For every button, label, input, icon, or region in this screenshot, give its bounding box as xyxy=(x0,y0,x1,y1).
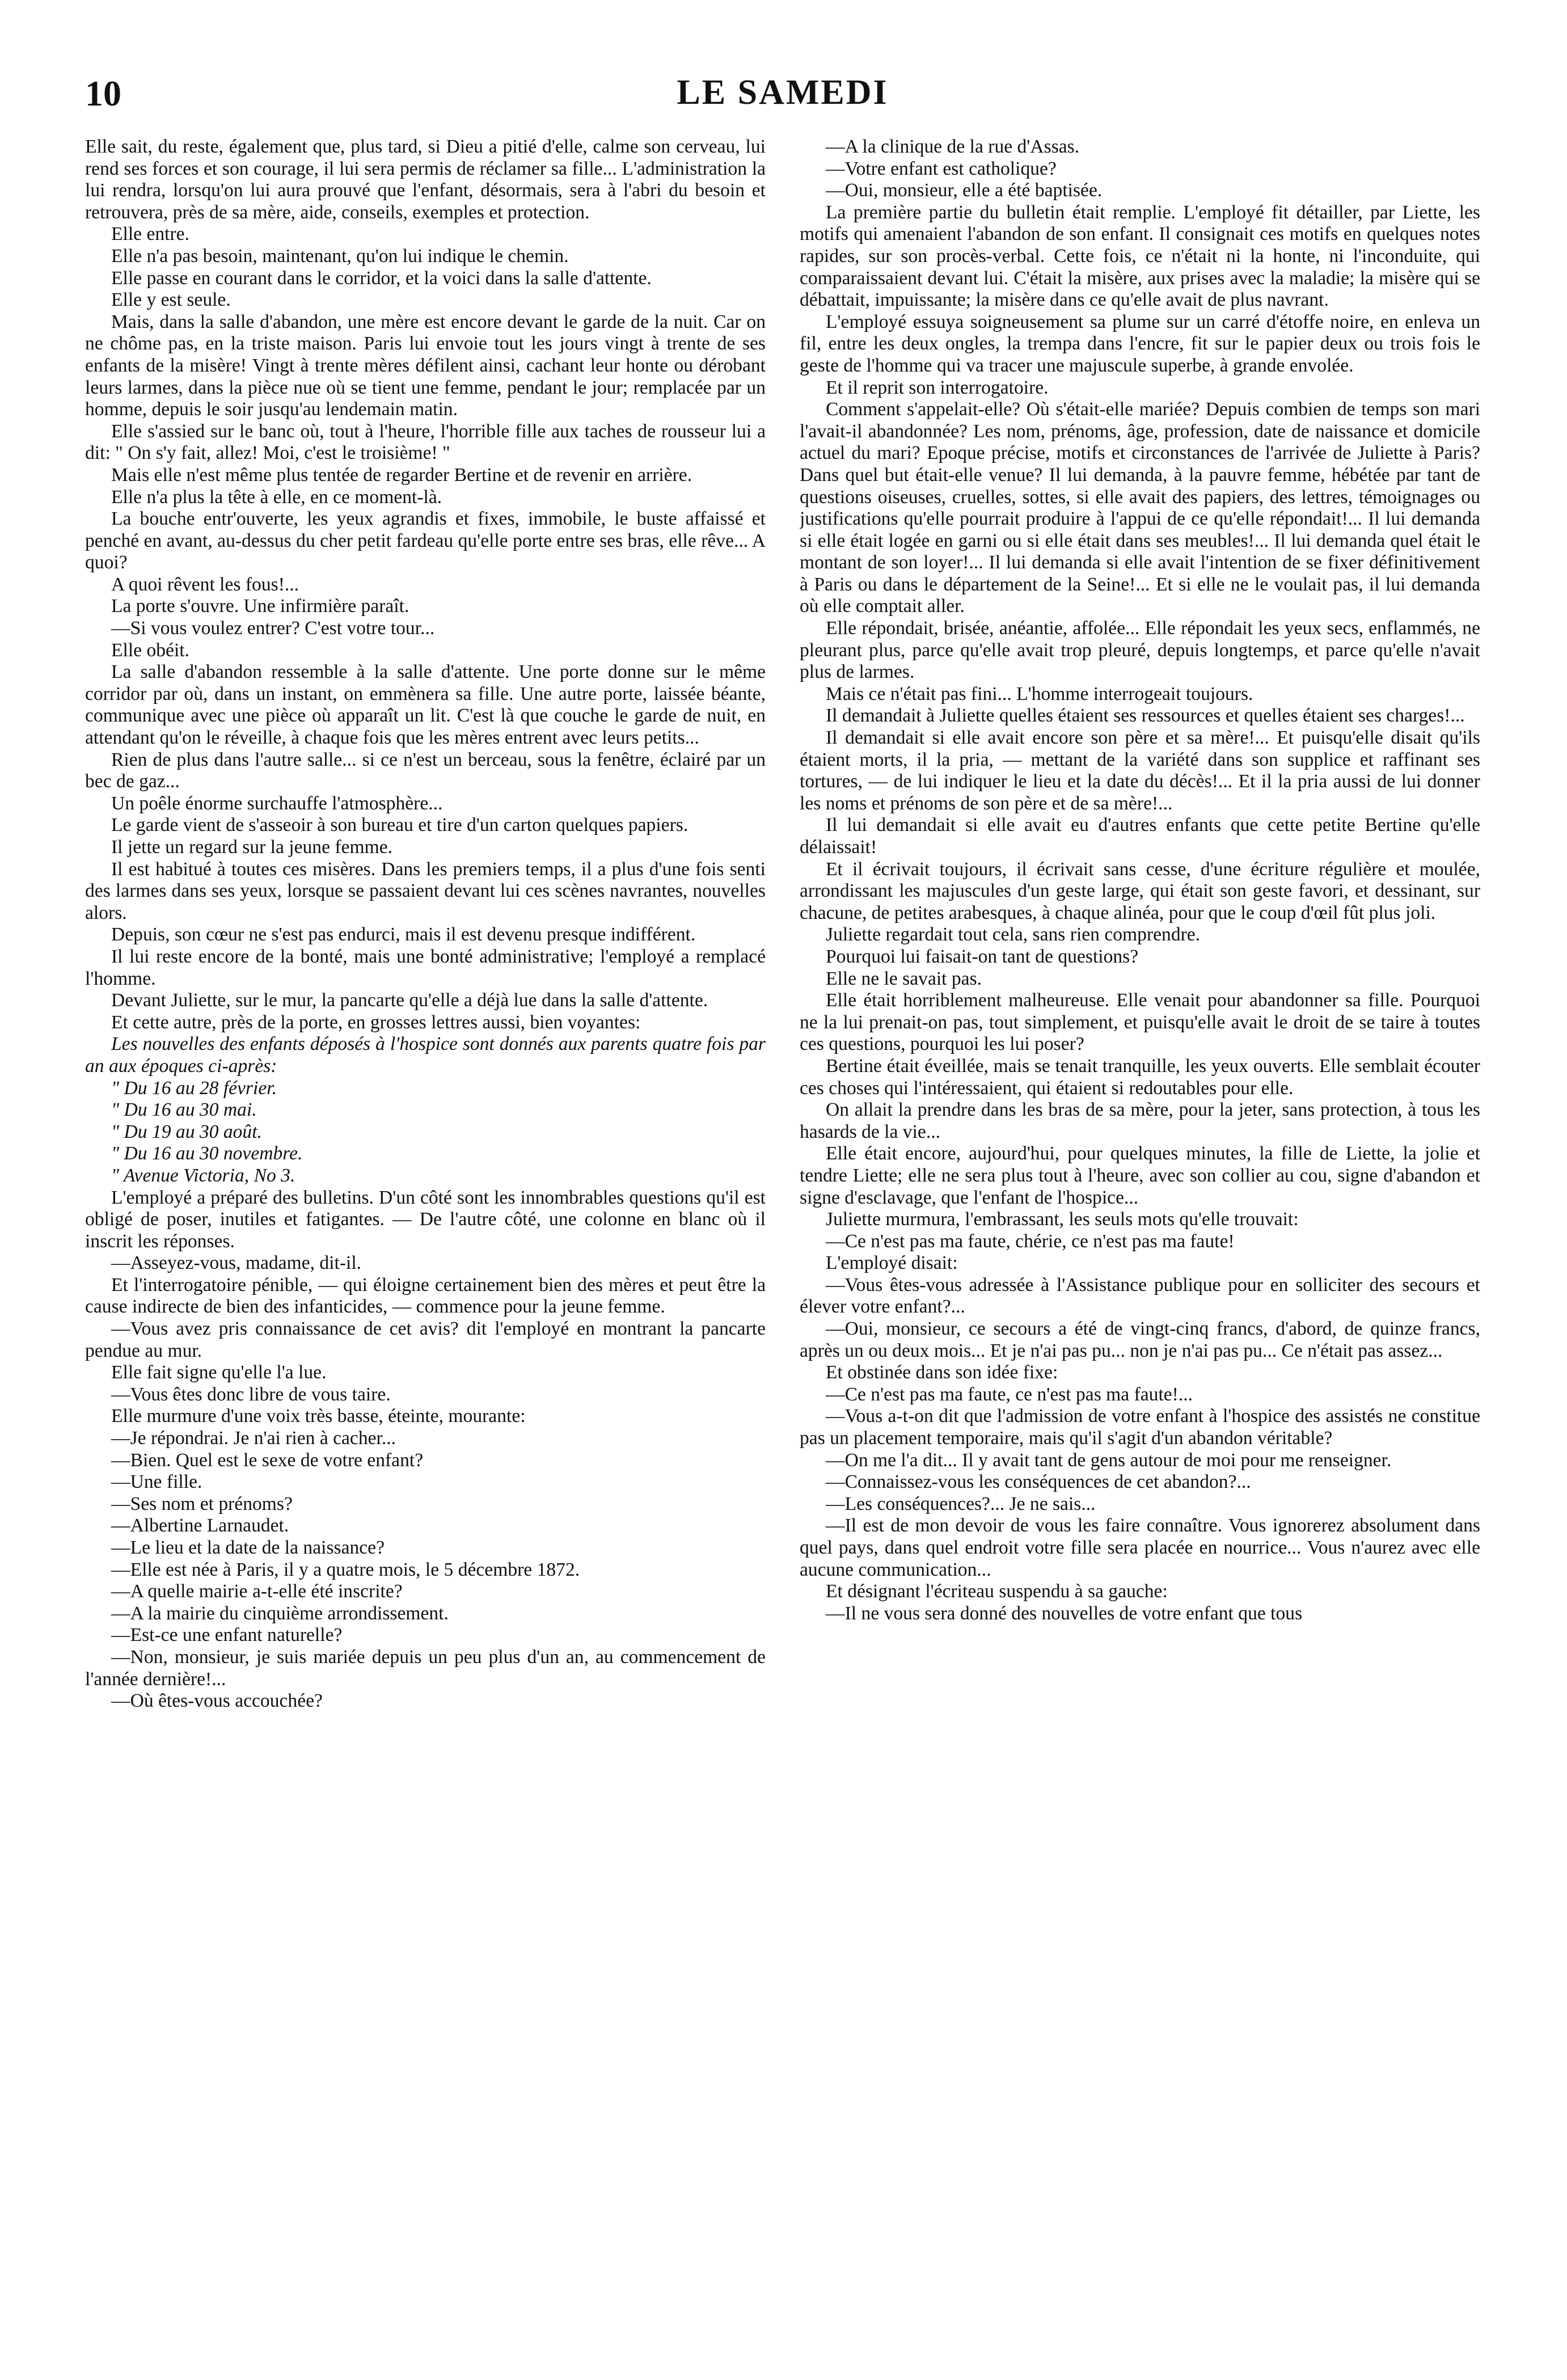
paragraph: Comment s'appelait-elle? Où s'était-elle mariée? Depuis combien de temps son mari l'avait-il abandonnée? Les nom, prénoms, âge, profession, date de naissance et domicile actuel du mari? Epoque précise, motifs et circonstances de l'arrivée de Juliette à Paris? Dans quel but était-elle venue? Il lui demanda, à la pauvre femme, hébétée par tant de questions oiseuses, cruelles, sottes, si elle avait des papiers, des lettres, témoignages ou justifications qu'elle pourrait produire à l'appui de ce qu'elle répondait!... Il lui demanda si elle était logée en garni ou si elle était dans ses meubles!... Il lui demanda quel était le montant de son loyer!... Il lui demanda si elle avait l'intention de se fixer définitivement à Paris ou dans le département de la Seine!... Et si elle ne le voulait pas, il lui demanda où elle comptait aller. xyxy=(800,399,1480,617)
paragraph: Et il écrivait toujours, il écrivait sans cesse, d'une écriture régulière et moulée, arrondissant les majuscules d'un geste large, qui était son geste favori, et dessinant, sur chacune, de petites arabesques, à chaque alinéa, pour que le coup d'œil fût plus joli. xyxy=(800,858,1480,923)
paragraph: —Où êtes-vous accouchée? xyxy=(111,1690,323,1712)
page-number: 10 xyxy=(85,73,121,113)
paragraph: Un poêle énorme surchauffe l'atmosphère... xyxy=(111,792,443,814)
paragraph: Juliette murmura, l'embrassant, les seuls mots qu'elle trouvait: xyxy=(826,1209,1299,1230)
paragraph: Et cette autre, près de la porte, en grosses lettres aussi, bien voyantes: xyxy=(111,1011,641,1033)
paragraph: Mais ce n'était pas fini... L'homme interrogeait toujours. xyxy=(826,683,1253,704)
paragraph: " Avenue Victoria, No 3. xyxy=(111,1164,295,1186)
paragraph: —Votre enfant est catholique? xyxy=(826,158,1057,179)
paragraph: Elle était horriblement malheureuse. Elle venait pour abandonner sa fille. Pourquoi ne la lui prenait-on pas, tout simplement, et puisqu'elle avait le droit de se taire à toutes ces questions, pourquoi les lui poser? xyxy=(800,990,1480,1055)
paragraph: Il est habitué à toutes ces misères. Dans les premiers temps, il a plus d'une fois senti des larmes dans ses yeux, lorsque se passaient devant lui ces scènes navrantes, nouvelles alors. xyxy=(85,858,766,923)
paragraph: —Oui, monsieur, ce secours a été de vingt-cinq francs, d'abord, de quinze francs, après un ou deux mois... Et je n'ai pas pu... non je n'ai pas pu... Ce n'était pas assez... xyxy=(800,1318,1480,1361)
paragraph: —A quelle mairie a-t-elle été inscrite? xyxy=(111,1581,403,1602)
paragraph: Et désignant l'écriteau suspendu à sa gauche: xyxy=(826,1581,1168,1602)
paragraph: A quoi rêvent les fous!... xyxy=(111,573,299,595)
paragraph: L'employé a préparé des bulletins. D'un côté sont les innombrables questions qu'il est obligé de poser, inutiles et fatigantes. — De l'autre côté, une colonne en blanc où il inscrit les réponses. xyxy=(85,1187,766,1252)
paragraph: Il lui reste encore de la bonté, mais une bonté administrative; l'employé a remplacé l'homme. xyxy=(85,946,766,989)
paragraph: Et obstinée dans son idée fixe: xyxy=(826,1362,1058,1383)
paragraph: Le garde vient de s'asseoir à son bureau et tire d'un carton quelques papiers. xyxy=(111,815,689,836)
paragraph: —Non, monsieur, je suis mariée depuis un peu plus d'un an, au commencement de l'année dernière!... xyxy=(85,1646,766,1690)
paragraph: —Ses nom et prénoms? xyxy=(111,1493,293,1514)
page-header xyxy=(85,73,1480,124)
paragraph: La salle d'abandon ressemble à la salle d'attente. Une porte donne sur le même corridor par où, dans un instant, on emmènera sa fille. Une autre porte, laissée béante, communique avec une pièce où apparaît un lit. C'est là que couche le garde de nuit, en attendant qu'on le réveille, à chaque fois que les mères entrent avec leurs petits... xyxy=(85,661,766,749)
paragraph: —Le lieu et la date de la naissance? xyxy=(111,1537,385,1558)
paragraph: —A la mairie du cinquième arrondissement. xyxy=(111,1602,449,1624)
paragraph: Il jette un regard sur la jeune femme. xyxy=(111,837,392,858)
paragraph: —Vous êtes-vous adressée à l'Assistance publique pour en solliciter des secours et élever votre enfant?... xyxy=(800,1274,1480,1318)
paragraph: Depuis, son cœur ne s'est pas endurci, mais il est devenu presque indifférent. xyxy=(111,924,696,946)
paragraph: Elle obéit. xyxy=(111,639,190,661)
paragraph: Elle passe en courant dans le corridor, et la voici dans la salle d'attente. xyxy=(111,267,652,289)
paragraph: Elle fait signe qu'elle l'a lue. xyxy=(111,1362,327,1383)
paragraph: Juliette regardait tout cela, sans rien comprendre. xyxy=(826,924,1201,946)
paragraph: Mais elle n'est même plus tentée de regarder Bertine et de revenir en arrière. xyxy=(111,464,692,486)
paragraph: Devant Juliette, sur le mur, la pancarte qu'elle a déjà lue dans la salle d'attente. xyxy=(111,990,708,1011)
paragraph: —Elle est née à Paris, il y a quatre mois, le 5 décembre 1872. xyxy=(111,1559,580,1580)
paragraph: —Ce n'est pas ma faute, ce n'est pas ma faute!... xyxy=(826,1383,1193,1405)
paragraph: —Il est de mon devoir de vous les faire connaître. Vous ignorerez absolument dans quel pays, dans quel endroit votre fille sera placée en nourrice... Vous n'aurez avec elle aucune communication... xyxy=(800,1515,1480,1580)
paragraph: " Du 19 au 30 août. xyxy=(111,1121,262,1142)
paragraph: Elle n'a plus la tête à elle, en ce moment-là. xyxy=(111,486,442,508)
paragraph: —Ce n'est pas ma faute, chérie, ce n'est pas ma faute! xyxy=(826,1230,1235,1252)
paragraph: Elle sait, du reste, également que, plus tard, si Dieu a pitié d'elle, calme son cerveau, lui rend ses forces et son courage, il lui sera permis de réclamer sa fille... L'administration la lui rendra, lorsqu'on lui aura prouvé que l'enfant, désormais, sera à l'abri du besoin et retrouvera, près de sa mère, aide, conseils, exemples et protection. xyxy=(85,136,766,223)
paragraph: —Connaissez-vous les conséquences de cet abandon?... xyxy=(826,1471,1251,1493)
paragraph: —On me l'a dit... Il y avait tant de gens autour de moi pour me renseigner. xyxy=(826,1449,1392,1471)
paragraph: —Albertine Larnaudet. xyxy=(111,1515,289,1537)
paragraph: Et il reprit son interrogatoire. xyxy=(826,377,1049,398)
paragraph: Elle s'assied sur le banc où, tout à l'heure, l'horrible fille aux taches de rousseur lui a dit: " On s'y fait, allez! Moi, c'est le troisième! " xyxy=(85,420,766,464)
paragraph: —Vous a-t-on dit que l'admission de votre enfant à l'hospice des assistés ne constitue pas un placement temporaire, mais qu'il s'agit d'un abandon véritable? xyxy=(800,1406,1480,1449)
paragraph: Les nouvelles des enfants déposés à l'hospice sont donnés aux parents quatre fois par an aux époques ci-après: xyxy=(85,1033,766,1077)
paragraph: L'employé disait: xyxy=(826,1252,958,1274)
paragraph: Il lui demandait si elle avait eu d'autres enfants que cette petite Bertine qu'elle délaissait! xyxy=(800,815,1480,858)
paragraph: Elle murmure d'une voix très basse, éteinte, mourante: xyxy=(111,1406,526,1427)
left-column xyxy=(85,136,766,2360)
paragraph: —Il ne vous sera donné des nouvelles de votre enfant que tous xyxy=(826,1602,1303,1624)
paragraph: " Du 16 au 28 février. xyxy=(111,1077,277,1099)
running-title: LE SAMEDI xyxy=(677,73,889,112)
paragraph: —Vous êtes donc libre de vous taire. xyxy=(111,1383,391,1405)
paragraph: —Les conséquences?... Je ne sais... xyxy=(826,1493,1096,1514)
paragraph: " Du 16 au 30 mai. xyxy=(111,1099,257,1121)
paragraph: Il demandait si elle avait encore son père et sa mère!... Et puisqu'elle disait qu'ils étaient morts, il la pria, — mettant de la variété dans son supplice et raffinant ses tortures, — de lui indiquer le lieu et la date du décès!... Et il la pria aussi de lui donner les noms et prénoms de son père et de sa mère!... xyxy=(800,727,1480,814)
paragraph: La bouche entr'ouverte, les yeux agrandis et fixes, immobile, le buste affaissé et penché en avant, au-dessus du cher petit fardeau qu'elle porte entre ses bras, elle rêve... A quoi? xyxy=(85,508,766,573)
paragraph: —Si vous voulez entrer? C'est votre tour... xyxy=(111,618,435,639)
paragraph: Mais, dans la salle d'abandon, une mère est encore devant le garde de la nuit. Car on ne chôme pas, en la triste maison. Paris lui envoie tout les jours vingt à trente de ses enfants de la misère! Vingt à trente mères défilent ainsi, cachant leur honte ou dérobant leurs larmes, dans la pièce nue où se tient une femme, pendant le jour; remplacée par un homme, depuis le soir jusqu'au lendemain matin. xyxy=(85,311,766,420)
paragraph: —Oui, monsieur, elle a été baptisée. xyxy=(826,180,1103,201)
paragraph: —Asseyez-vous, madame, dit-il. xyxy=(111,1252,362,1274)
right-column xyxy=(800,136,1480,2360)
paragraph: —Bien. Quel est le sexe de votre enfant? xyxy=(111,1449,424,1471)
paragraph: " Du 16 au 30 novembre. xyxy=(111,1143,303,1164)
paragraph: Elle entre. xyxy=(111,223,189,245)
paragraph: Bertine était éveillée, mais se tenait tranquille, les yeux ouverts. Elle semblait écouter ces choses qui l'intéressaient, qui étaient si redoutables pour elle. xyxy=(800,1055,1480,1099)
paragraph: Et l'interrogatoire pénible, — qui éloigne certainement bien des mères et peut être la cause indirecte de bien des infanticides, — commence pour la jeune femme. xyxy=(85,1274,766,1318)
paragraph: Pourquoi lui faisait-on tant de questions? xyxy=(826,946,1139,967)
paragraph: Elle n'a pas besoin, maintenant, qu'on lui indique le chemin. xyxy=(111,245,569,267)
paragraph: Elle répondait, brisée, anéantie, affolée... Elle répondait les yeux secs, enflammés, ne pleurant plus, parce qu'elle avait trop pleuré, depuis longtemps, et parce qu'elle n'avait plus de larmes. xyxy=(800,618,1480,683)
paragraph: On allait la prendre dans les bras de sa mère, pour la jeter, sans protection, à tous les hasards de la vie... xyxy=(800,1099,1480,1142)
paragraph: Elle y est seule. xyxy=(111,289,231,311)
paragraph: Elle était encore, aujourd'hui, pour quelques minutes, la fille de Liette, la jolie et tendre Liette; elle ne sera plus tout à l'heure, avec son collier au cou, signe d'abandon et signe d'esclavage, que l'enfant de l'hospice... xyxy=(800,1143,1480,1208)
paragraph: —Je répondrai. Je n'ai rien à cacher... xyxy=(111,1428,396,1449)
paragraph: —A la clinique de la rue d'Assas. xyxy=(826,136,1080,157)
paragraph: La première partie du bulletin était remplie. L'employé fit détailler, par Liette, les motifs qui amenaient l'abandon de son enfant. Il consignait ces motifs en quelques notes rapides, sur son procès-verbal. Cette fois, ce n'était ni la honte, ni l'inconduite, qui comparaissaient devant lui. C'était la misère, aux prises avec la maladie; la misère qui se débattait, impuissante; la misère dans ce qu'elle avait de plus navrant. xyxy=(800,201,1480,311)
paragraph: Elle ne le savait pas. xyxy=(826,968,982,989)
paragraph: —Vous avez pris connaissance de cet avis? dit l'employé en montrant la pancarte pendue au mur. xyxy=(85,1318,766,1361)
paragraph: —Est-ce une enfant naturelle? xyxy=(111,1624,343,1646)
paragraph: Il demandait à Juliette quelles étaient ses ressources et quelles étaient ses charges!... xyxy=(826,705,1465,727)
paragraph: Rien de plus dans l'autre salle... si ce n'est un berceau, sous la fenêtre, éclairé par un bec de gaz... xyxy=(85,749,766,792)
paragraph: L'employé essuya soigneusement sa plume sur un carré d'étoffe noire, en enleva un fil, entre les deux ongles, la trempa dans l'encre, fit sur le papier deux ou trois fois le geste de l'homme qui va tracer une majuscule superbe, à grande envolée. xyxy=(800,311,1480,376)
paragraph: —Une fille. xyxy=(111,1471,202,1493)
paragraph: La porte s'ouvre. Une infirmière paraît. xyxy=(111,596,409,617)
